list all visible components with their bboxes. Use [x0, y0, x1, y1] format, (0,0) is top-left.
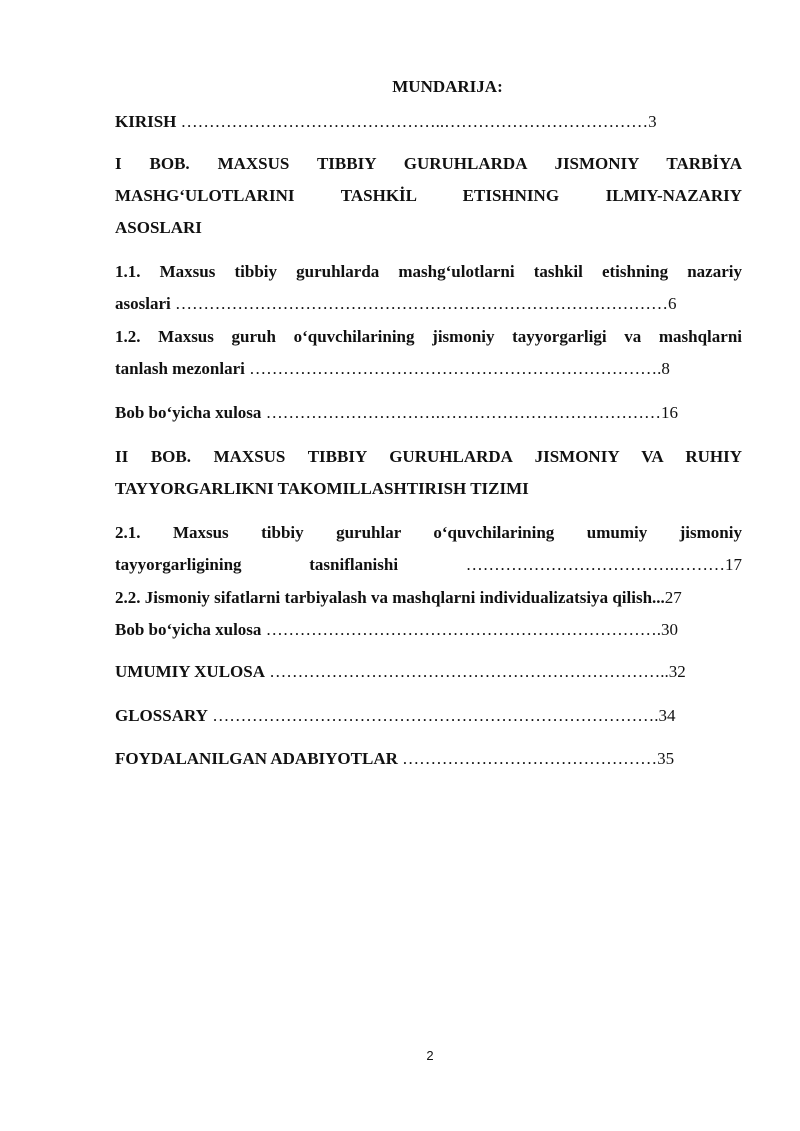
toc-leader-dots: ………………………………………..………………………………: [180, 112, 649, 131]
toc-chapter-heading-line: TAYYORGARLIKNI TAKOMILLASHTIRISH TIZIMI: [115, 479, 529, 498]
toc-page-number: 3: [648, 112, 657, 131]
page-title: MUNDARIJA:: [392, 77, 503, 96]
toc-section-title-line: 1.2. Maxsus guruh o‘quvchilarining jismoniy tayyorgarligi va mashqlarni: [115, 327, 742, 346]
toc-entry-label: FOYDALANILGAN ADABIYOTLAR: [115, 749, 398, 768]
toc-chapter-1: [115, 148, 742, 244]
toc-entry-label: 2.2. Jismoniy sifatlarni tarbiyalash va mashqlarni individualizatsiya qilish...: [115, 588, 665, 607]
toc-chapter-heading-line: II BOB. MAXSUS TIBBIY GURUHLARDA JISMONIY VA RUHIY: [115, 447, 742, 466]
toc-page-number: 34: [658, 706, 676, 725]
toc-page-number: 32: [668, 662, 686, 681]
toc-page-number: 16: [660, 403, 678, 422]
toc-leader-dots: ……………………………….………: [465, 555, 725, 574]
toc-section-1-1: [115, 256, 742, 320]
toc-section-2-2: [115, 582, 742, 614]
toc-section-last-line: [115, 353, 742, 385]
toc-entry-glossary: [115, 700, 742, 732]
toc-entry-chapter-2-summary: [115, 614, 742, 646]
toc-page-number: 8: [661, 359, 670, 378]
toc-section-last-line: [115, 549, 742, 581]
toc-entry-references: [115, 743, 742, 775]
toc-section-last-line: [115, 288, 742, 320]
toc-chapter-2: [115, 441, 742, 505]
toc-section-2-1: [115, 517, 742, 581]
toc-entry-label: GLOSSARY: [115, 706, 208, 725]
toc-page-number: 30: [660, 620, 678, 639]
toc-leader-dots: ………………………………………: [397, 749, 658, 768]
toc-page-number: 17: [725, 555, 742, 574]
toc-entry-label: tanlash mezonlari: [115, 359, 245, 378]
toc-chapter-heading-line: I BOB. MAXSUS TIBBIY GURUHLARDA JISMONIY TARBİYA: [115, 154, 742, 173]
toc-section-title-line: 2.1. Maxsus tibbiy guruhlar o‘quvchilarining umumiy jismoniy: [115, 523, 742, 542]
toc-leader-dots: …………………………………………………………………….: [207, 706, 659, 725]
toc-entry-label: UMUMIY XULOSA: [115, 662, 266, 681]
toc-leader-dots: ………………………….…………………………………: [261, 403, 661, 422]
toc-entry-label: asoslari: [115, 294, 171, 313]
toc-entry-conclusion: [115, 656, 742, 688]
toc-entry-label: Bob bo‘yicha xulosa: [115, 403, 262, 422]
toc-entry-label: tayyorgarligining tasniflanishi: [115, 555, 399, 574]
toc-leader-dots: ……………………………………………………………………………: [170, 294, 668, 313]
toc-chapter-heading-line: ASOSLARI: [115, 218, 202, 237]
toc-section-title-line: 1.1. Maxsus tibbiy guruhlarda mashg‘ulotlarni tashkil etishning nazariy: [115, 262, 742, 281]
toc-section-1-2: [115, 321, 742, 385]
toc-leader-dots: …………………………………………………………….: [261, 620, 661, 639]
toc-leader-dots: ……………………………………………………………..: [265, 662, 669, 681]
toc-chapter-heading-line: MASHG‘ULOTLARINI TASHKİL ETISHNING ILMIY-NAZARIY: [115, 186, 742, 205]
page-number: 2: [426, 1048, 434, 1063]
toc-leader-dots: ……………………………………………………………….: [244, 359, 662, 378]
toc-entry-chapter-1-summary: [115, 397, 742, 429]
toc-page-number: 27: [664, 588, 682, 607]
toc-page-number: 35: [657, 749, 675, 768]
toc-entry-label: KIRISH: [115, 112, 177, 131]
toc-page-number: 6: [667, 294, 677, 313]
toc-entry-kirish: [115, 106, 742, 138]
toc-entry-label: Bob bo‘yicha xulosa: [115, 620, 262, 639]
